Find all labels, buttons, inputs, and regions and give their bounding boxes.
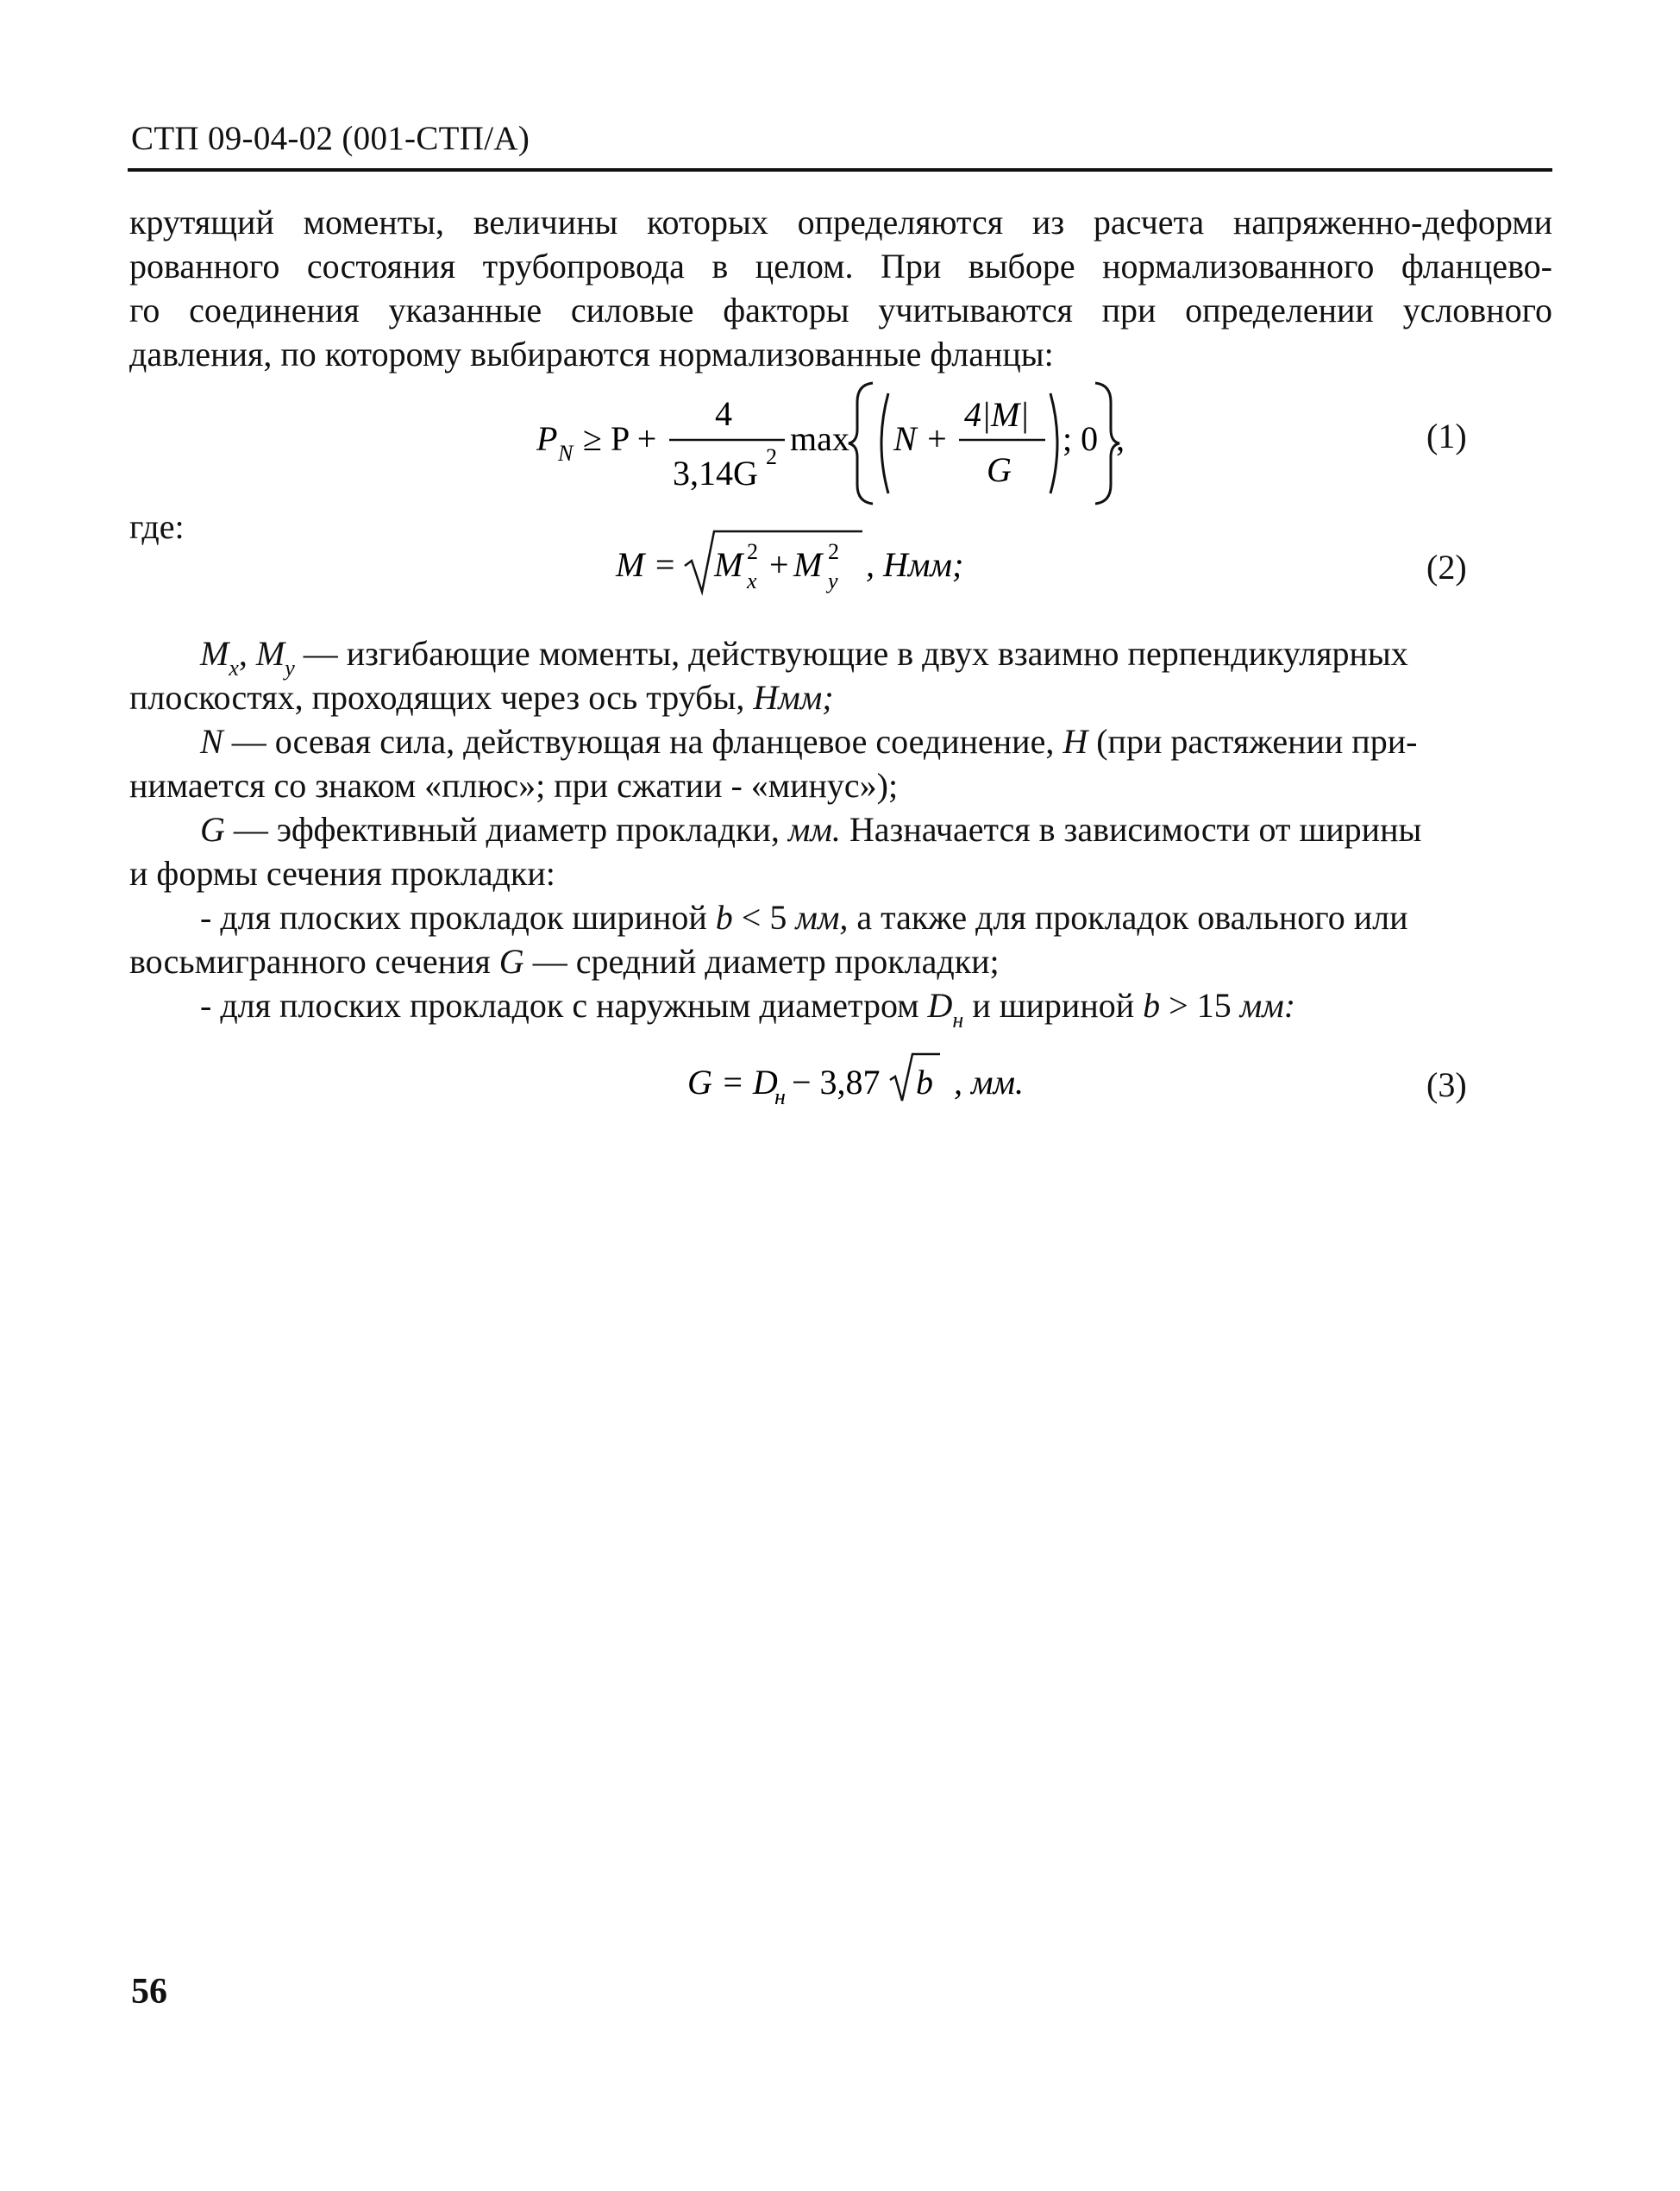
f2-root-b-sup: 2 xyxy=(828,539,839,564)
def-n-line2: нимается со знаком «плюс»; при сжатии - «минус»); xyxy=(129,766,899,805)
page-header: СТП 09-04-02 (001-СТП/А) xyxy=(131,120,530,157)
f3-unit: , мм. xyxy=(954,1063,1025,1102)
f2-root-a-sup: 2 xyxy=(747,539,758,564)
where-label: где: xyxy=(129,507,185,546)
eq-number-3: (3) xyxy=(1426,1065,1467,1104)
item1-text-c: а также для прокладок овального или xyxy=(848,898,1408,937)
item1-text-a: - для плоских прокладок шириной xyxy=(200,898,716,937)
f1-inner-num: 4|M| xyxy=(964,395,1030,434)
f2-unit: , Нмм; xyxy=(866,545,964,584)
item1-line2-g: G xyxy=(498,942,524,981)
f1-frac-den-sup: 2 xyxy=(766,444,777,469)
def-mxmy-unit: Нмм; xyxy=(753,678,834,717)
item1-b: b xyxy=(715,898,733,937)
eq-number-1: (1) xyxy=(1426,417,1467,455)
f2-root-a-sub: x xyxy=(747,568,757,593)
intro-line-4: давления, по которому выбираются нормализованные фланцы: xyxy=(129,335,1054,374)
intro-line-3: го соединения указанные силовые факторы учитываются при определении условного xyxy=(129,291,1552,330)
def-g-text-a: — эффективный диаметр прокладки, xyxy=(224,810,788,849)
def-mx-sub: x xyxy=(229,656,239,681)
item2-b: b xyxy=(1143,986,1161,1025)
f1-func: max xyxy=(790,419,849,458)
f2-root-b: M xyxy=(793,545,823,584)
f1-lhs: P xyxy=(536,419,558,458)
def-g-unit: мм. xyxy=(787,810,841,849)
item2-text-b: и шириной xyxy=(963,986,1144,1025)
def-n-text-a: — осевая сила, действующая на фланцевое соединение, xyxy=(223,722,1063,761)
item2-unit: мм: xyxy=(1239,986,1296,1025)
def-my-sub: y xyxy=(285,656,295,681)
f2-root-a: M xyxy=(714,545,743,584)
def-g-line2: и формы сечения прокладки: xyxy=(129,854,555,893)
def-my-symbol: M xyxy=(255,634,285,673)
f1-trail: , xyxy=(1116,419,1125,458)
f2-root-b-sub: y xyxy=(828,568,838,593)
def-mx-symbol: M xyxy=(200,634,229,673)
f2-plus: + xyxy=(769,545,789,584)
item2-text-a: - для плоских прокладок с наружным диаметром xyxy=(200,986,928,1025)
def-n-text-b: (при растяжении при- xyxy=(1088,722,1418,761)
f1-lhs-sub: N xyxy=(558,441,574,466)
eq-number-2: (2) xyxy=(1426,548,1467,587)
item1-unit: мм, xyxy=(795,898,849,937)
def-mxmy-line2-text: плоскостях, проходящих через ось трубы, xyxy=(129,678,754,717)
f1-inner-den: G xyxy=(987,450,1012,489)
intro-line-2: рованного состояния трубопровода в целом. При выборе нормализованного фланцево- xyxy=(129,247,1552,286)
f3-lhs-sub: н xyxy=(774,1084,786,1109)
item1-line2-a: восьмигранного сечения xyxy=(129,942,499,981)
def-g-text-b: Назначается в зависимости от ширины xyxy=(840,810,1422,849)
f1-frac-num: 4 xyxy=(715,394,732,433)
f3-minus: − 3,87 xyxy=(792,1063,881,1102)
item1-text-b: < 5 xyxy=(732,898,796,937)
f1-rel: ≥ P + xyxy=(583,419,657,458)
item2-d: D xyxy=(927,986,953,1025)
f1-zero: ; 0 xyxy=(1063,419,1099,458)
def-n-unit: Н xyxy=(1063,722,1088,761)
item1-line2-b: — средний диаметр прокладки; xyxy=(523,942,1000,981)
def-comma: , xyxy=(238,634,256,673)
item2-d-sub: н xyxy=(952,1008,964,1033)
f1-inner-n: N + xyxy=(893,419,949,458)
f1-frac-den: 3,14G xyxy=(673,454,758,493)
def-mxmy-text: — изгибающие моменты, действующие в двух взаимно перпендикулярных xyxy=(294,634,1408,673)
page-number: 56 xyxy=(131,1972,167,2012)
f3-lhs: G = D xyxy=(687,1063,778,1102)
item2-text-c: > 15 xyxy=(1160,986,1240,1025)
f2-lhs: M = xyxy=(616,545,677,584)
f3-root: b xyxy=(916,1063,933,1102)
def-n-symbol: N xyxy=(200,722,223,761)
def-g-symbol: G xyxy=(200,810,225,849)
intro-line-1: крутящий моменты, величины которых определяются из расчета напряженно-деформи xyxy=(129,203,1552,242)
